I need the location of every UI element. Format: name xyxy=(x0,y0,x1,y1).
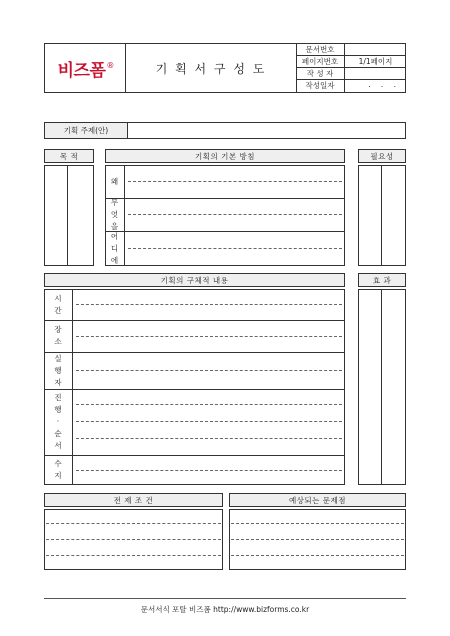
what-line-1[interactable] xyxy=(128,214,342,215)
meta-value-date[interactable]: . . . xyxy=(368,80,400,89)
where-label: 어 디 에 xyxy=(110,231,119,265)
theme-input[interactable] xyxy=(128,123,405,138)
expected-problems-line-3[interactable] xyxy=(231,555,404,556)
procedure-line-3[interactable] xyxy=(76,438,342,439)
registered-mark: ® xyxy=(106,60,115,70)
document-title: 기 획 서 구 성 도 xyxy=(155,61,267,76)
procedure-line-1[interactable] xyxy=(76,404,342,405)
purpose-box[interactable] xyxy=(44,165,94,266)
necessity-header: 필요성 xyxy=(358,149,406,163)
necessity-box[interactable] xyxy=(358,165,406,266)
place-line-1[interactable] xyxy=(76,336,342,337)
meta-label-date: 작성일자 xyxy=(305,81,335,90)
why-line-1[interactable] xyxy=(128,181,342,182)
expected-problems-line-1[interactable] xyxy=(231,523,404,524)
footer-rule xyxy=(44,598,406,599)
preconditions-line-3[interactable] xyxy=(46,555,221,556)
theme-label: 기획 주제(안) xyxy=(45,123,127,138)
budget-line-1[interactable] xyxy=(76,470,342,471)
effect-box[interactable] xyxy=(358,289,406,485)
meta-label-author: 작 성 자 xyxy=(306,69,334,78)
place-label: 장 소 xyxy=(54,325,62,346)
preconditions-line-1[interactable] xyxy=(46,523,221,524)
executor-label: 실 행 자 xyxy=(54,353,62,387)
basic-policy-header: 기획의 기본 방침 xyxy=(105,149,345,163)
meta-value-page-number[interactable]: 1/1페이지 xyxy=(358,57,393,66)
expected-problems-line-2[interactable] xyxy=(231,539,404,540)
footer-text[interactable]: 문서서식 포탈 비즈폼 http://www.bizforms.co.kr xyxy=(140,605,310,614)
why-label: 왜 xyxy=(110,176,119,186)
purpose-header: 목 적 xyxy=(44,149,94,163)
meta-values xyxy=(345,43,406,93)
time-line-1[interactable] xyxy=(76,304,342,305)
procedure-line-2[interactable] xyxy=(76,421,342,422)
preconditions-header: 전 제 조 건 xyxy=(44,493,223,507)
meta-label-doc-number: 문서번호 xyxy=(305,45,335,54)
meta-label-page-number: 페이지번호 xyxy=(301,57,339,66)
where-line-1[interactable] xyxy=(128,248,342,249)
effect-header: 효 과 xyxy=(358,273,406,287)
time-label: 시 간 xyxy=(54,293,62,315)
logo-text: 비즈폼 xyxy=(57,60,106,81)
executor-line-1[interactable] xyxy=(76,370,342,371)
brand-logo xyxy=(50,57,122,79)
expected-problems-header: 예상되는 문제점 xyxy=(229,493,406,507)
preconditions-line-2[interactable] xyxy=(46,539,221,540)
what-label: 무 엇 을 xyxy=(110,197,119,231)
budget-label: 수 지 xyxy=(54,459,62,480)
specific-content-header: 기획의 구체적 내용 xyxy=(44,273,345,287)
meta-labels xyxy=(296,43,344,93)
procedure-label: 진 행 · 순 서 xyxy=(54,393,62,450)
